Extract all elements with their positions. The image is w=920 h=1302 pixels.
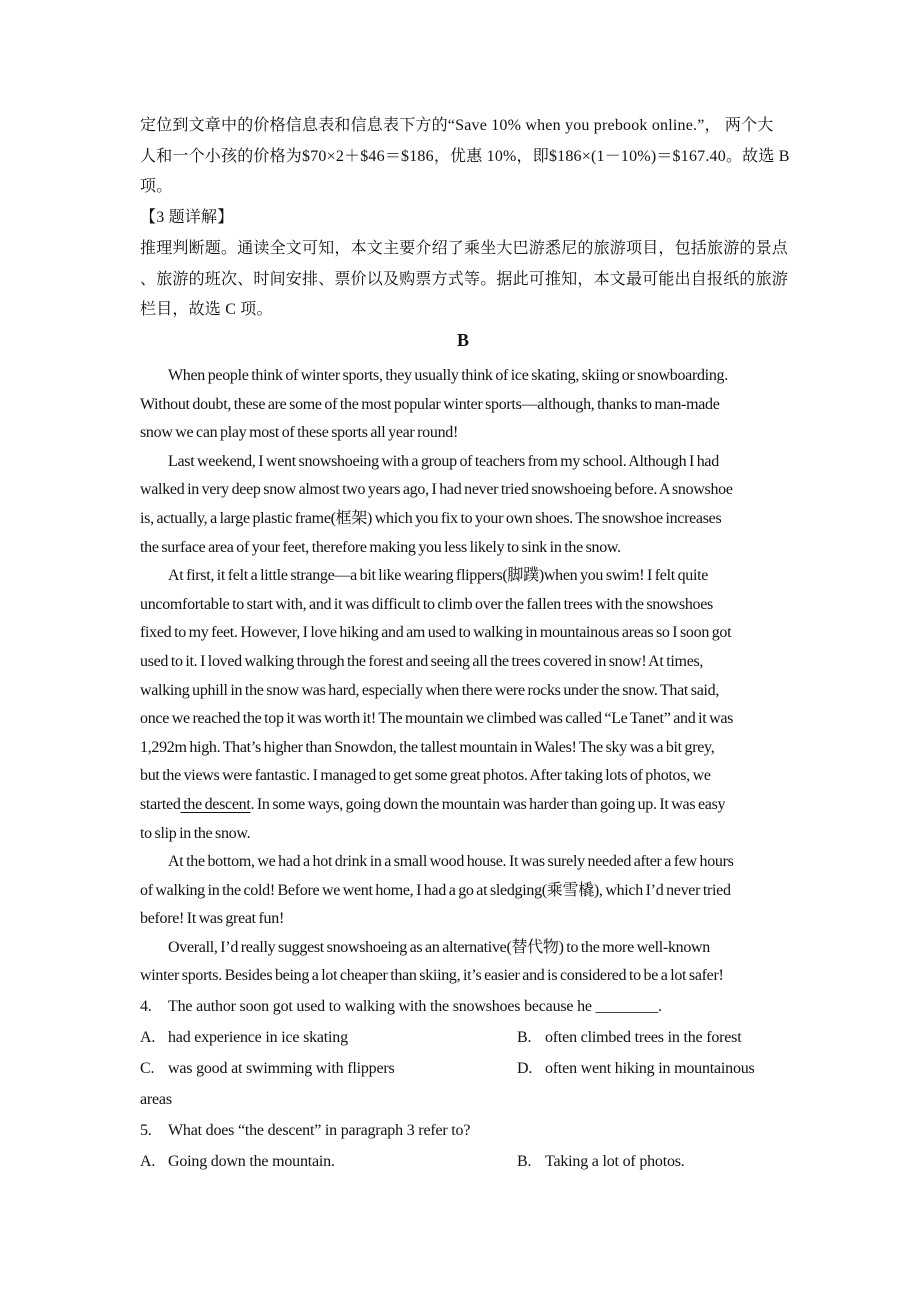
passage-line: Overall, I’d really suggest snowshoeing as an alternative(替代物) to the more well-known [168,938,711,956]
option-b [517,1146,685,1177]
option-a-text: Going down the mountain. [168,1153,335,1170]
passage-line-descent [140,791,840,820]
option-a-label: A. [140,1029,156,1046]
passage-line: used to it. I loved walking through the forest and seeing all the trees covered in snow! At times, [140,652,704,670]
passage-line: of walking in the cold! Before we went home, I had a go at sledging(乘雪橇), which I’d never tried [140,881,731,899]
option-d-label: D. [517,1060,533,1077]
question-4-text: The author soon got used to walking with the snowshoes because he ________. [168,998,662,1015]
option-d-overflow-text: areas [140,1091,172,1108]
question-4-number: 4. [140,998,152,1015]
descent-post-text: . In some ways, going down the mountain was harder than going up. It was easy [250,795,726,813]
question-5-number: 5. [140,1122,152,1139]
passage-line: When people think of winter sports, they usually think of ice skating, skiing or snowboarding. [168,367,728,384]
option-b [517,1022,741,1053]
passage-line: snow we can play most of these sports all year round! [140,424,459,442]
question-4 [140,991,840,1022]
analysis-line: 定位到文章中的价格信息表和信息表下方的“Save 10% when you prebook online.”， 两个大 [140,117,774,134]
question-4-options-row-1 [140,1022,840,1053]
question-4-options-row-2 [140,1053,840,1084]
passage-line: walked in very deep snow almost two years ago, I had never tried snowshoeing before. A snowshoe [140,481,733,499]
passage-line: once we reached the top it was worth it! The mountain we climbed was called “Le Tanet” and it was [140,710,734,728]
analysis-line: 栏目，故选 C 项。 [140,301,273,319]
passage-line: fixed to my feet. However, I love hiking and am used to walking in mountainous areas so I soon got [140,624,732,642]
option-b-text: Taking a lot of photos. [545,1153,685,1170]
passage-block [140,362,840,991]
analysis-block [140,111,840,326]
passage-line: 1,292m high. That’s higher than Snowdon, the tallest mountain in Wales! The sky was a bit grey, [140,738,715,756]
option-d [517,1053,755,1084]
option-d-text: often went hiking in mountainous [545,1060,755,1077]
descent-pre-text: started [140,795,181,813]
question-5-options-row [140,1146,840,1177]
analysis-line: 人和一个小孩的价格为$70×2＋$46＝$186，优惠 10%，即$186×(1－10%)＝$167.40。故选 B [140,147,790,165]
passage-line: the surface area of your feet, therefore making you less likely to sink in the snow. [140,538,621,556]
option-a-label: A. [140,1153,156,1170]
passage-line: At first, it felt a little strange—a bit like wearing flippers(脚蹼)when you swim! I felt quite [168,567,709,585]
passage-line: before! It was great fun! [140,910,284,928]
analysis-line: 项。 [140,178,173,196]
option-c [140,1060,395,1077]
passage-line: to slip in the snow. [140,824,251,842]
option-c-label: C. [140,1060,155,1077]
question-5 [140,1115,840,1146]
option-a [140,1029,348,1046]
option-b-text: often climbed trees in the forest [545,1029,742,1046]
option-b-label: B. [517,1153,532,1170]
option-a [140,1153,335,1170]
detail-3-header: 【3 题详解】 [140,209,234,227]
option-b-label: B. [517,1029,532,1046]
passage-line: At the bottom, we had a hot drink in a small wood house. It was surely needed after a few hours [168,853,734,871]
question-5-text: What does “the descent” in paragraph 3 refer to? [168,1122,471,1139]
analysis-line: 推理判断题。通读全文可知，本文主要介绍了乘坐大巴游悉尼的旅游项目，包括旅游的景点 [140,239,789,257]
questions-block [140,991,840,1177]
passage-line: walking uphill in the snow was hard, especially when there were rocks under the snow. That said, [140,681,720,699]
passage-line: winter sports. Besides being a lot cheaper than skiing, it’s easier and is considered to be a lot safer! [140,967,724,985]
passage-line: is, actually, a large plastic frame(框架) which you fix to your own shoes. The snowshoe increases [140,509,722,527]
option-a-text: had experience in ice skating [168,1029,348,1046]
option-c-text: was good at swimming with flippers [168,1060,395,1077]
passage-line: uncomfortable to start with, and it was difficult to climb over the fallen trees with the snowshoes [140,595,713,613]
passage-line: but the views were fantastic. I managed to get some great photos. After taking lots of photos, we [140,767,711,785]
underlined-descent: the descent [180,795,251,813]
section-label: B [456,330,469,350]
passage-line: Last weekend, I went snowshoeing with a group of teachers from my school. Although I had [168,452,719,470]
analysis-line: 、旅游的班次、时间安排、票价以及购票方式等。据此可推知，本文最可能出自报纸的旅游 [140,270,789,288]
passage-line: Without doubt, these are some of the most popular winter sports—although, thanks to man-made [140,395,720,413]
